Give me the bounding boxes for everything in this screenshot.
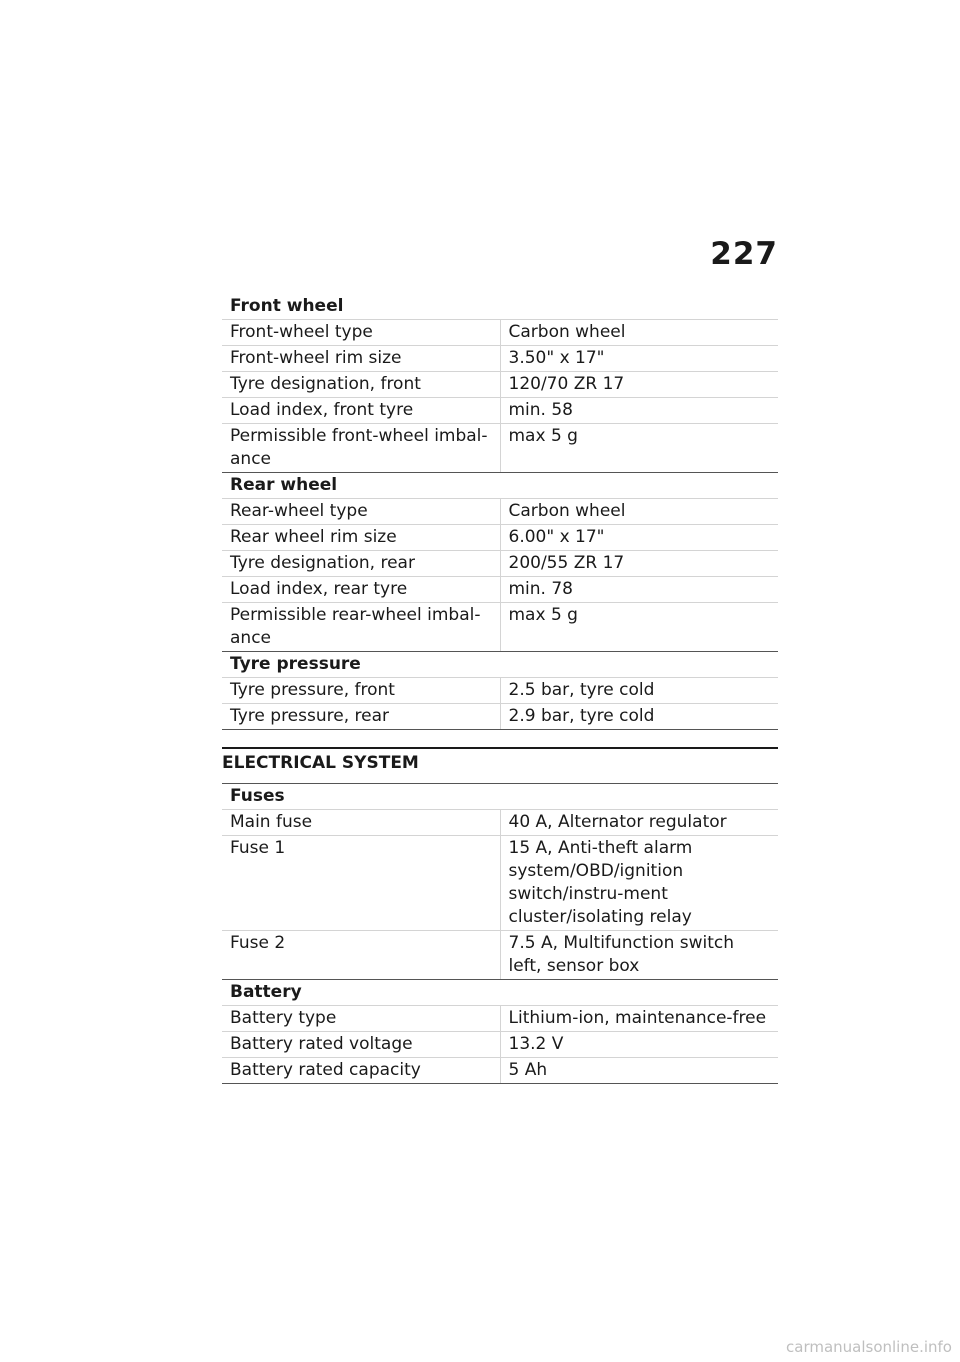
table-row (222, 398, 778, 424)
group-title: Rear wheel (222, 473, 778, 499)
table-row (222, 836, 778, 931)
group-title: Fuses (222, 784, 778, 810)
group-header-row (222, 784, 778, 810)
spec-value: 13.2 V (500, 1032, 778, 1058)
spec-label: Load index, rear tyre (222, 577, 500, 603)
table-row (222, 704, 778, 730)
table-row (222, 525, 778, 551)
table-row (222, 577, 778, 603)
spec-value: 200/55 ZR 17 (500, 551, 778, 577)
spec-label: Main fuse (222, 810, 500, 836)
group-title: Tyre pressure (222, 652, 778, 678)
spec-label: Fuse 1 (222, 836, 500, 931)
spec-label: Battery type (222, 1006, 500, 1032)
spec-value: Carbon wheel (500, 499, 778, 525)
spec-label: Tyre pressure, rear (222, 704, 500, 730)
spec-value: 5 Ah (500, 1058, 778, 1084)
group-header-row (222, 652, 778, 678)
spec-label: Rear-wheel type (222, 499, 500, 525)
table-row (222, 499, 778, 525)
table-row (222, 424, 778, 473)
spec-label: Tyre designation, front (222, 372, 500, 398)
table-row (222, 372, 778, 398)
spec-value: 7.5 A, Multifunction switch left, sensor box (500, 931, 778, 980)
spec-label: Tyre designation, rear (222, 551, 500, 577)
spec-value: 2.5 bar, tyre cold (500, 678, 778, 704)
spec-value: max 5 g (500, 603, 778, 652)
spec-label: Load index, front tyre (222, 398, 500, 424)
table-row (222, 346, 778, 372)
spec-label: Permissible rear-wheel imbal-ance (222, 603, 500, 652)
spec-label: Battery rated voltage (222, 1032, 500, 1058)
spec-label: Front-wheel rim size (222, 346, 500, 372)
spec-value: Lithium-ion, maintenance-free (500, 1006, 778, 1032)
spec-value: 120/70 ZR 17 (500, 372, 778, 398)
group-title: Battery (222, 980, 778, 1006)
group-header-row (222, 473, 778, 499)
table-row (222, 320, 778, 346)
table-row (222, 1006, 778, 1032)
table-row (222, 931, 778, 980)
group-header-row (222, 980, 778, 1006)
spec-value: max 5 g (500, 424, 778, 473)
electrical-spec-table (222, 784, 778, 1084)
spec-value: min. 78 (500, 577, 778, 603)
spec-label: Battery rated capacity (222, 1058, 500, 1084)
table-row (222, 810, 778, 836)
spec-label: Permissible front-wheel imbal-ance (222, 424, 500, 473)
table-row (222, 603, 778, 652)
group-header-row (222, 294, 778, 320)
spec-label: Rear wheel rim size (222, 525, 500, 551)
spec-label: Fuse 2 (222, 931, 500, 980)
watermark: carmanualsonline.info (786, 1338, 952, 1356)
spec-value: 2.9 bar, tyre cold (500, 704, 778, 730)
spec-value: Carbon wheel (500, 320, 778, 346)
spec-value: 6.00" x 17" (500, 525, 778, 551)
page-number: 227 (710, 236, 778, 272)
spec-value: min. 58 (500, 398, 778, 424)
group-title: Front wheel (222, 294, 778, 320)
table-row (222, 551, 778, 577)
spec-value: 15 A, Anti-theft alarm system/OBD/ignition switch/instru-ment cluster/isolating relay (500, 836, 778, 931)
spec-label: Tyre pressure, front (222, 678, 500, 704)
table-row (222, 1058, 778, 1084)
section-title-electrical: ELECTRICAL SYSTEM (222, 747, 778, 784)
table-row (222, 678, 778, 704)
spec-label: Front-wheel type (222, 320, 500, 346)
spec-content (222, 294, 778, 1084)
spec-value: 40 A, Alternator regulator (500, 810, 778, 836)
spec-value: 3.50" x 17" (500, 346, 778, 372)
table-row (222, 1032, 778, 1058)
wheel-spec-table (222, 294, 778, 730)
